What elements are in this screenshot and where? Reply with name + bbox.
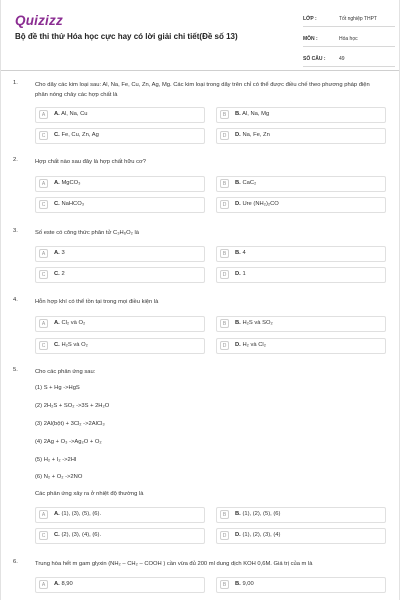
option-text: (1), (3), (5), (6). [61,511,102,517]
option-letter: D [220,341,229,350]
option-b[interactable] [216,507,386,523]
option-label: C. [54,132,60,138]
option-content [54,532,101,538]
option-label: C. [54,532,60,538]
option-letter: D [220,131,229,140]
header-divider [1,70,399,71]
option-letter: B [220,110,229,119]
option-content [54,201,84,207]
option-label: A. [54,180,60,186]
header [1,0,399,70]
reaction-5: (5) H₂ + I₂ ->2HI [35,457,77,463]
option-a[interactable] [35,107,205,123]
option-text: Ure (NH₂)₂CO [242,201,279,207]
option-label: A. [54,250,60,256]
option-label: B. [235,180,241,186]
option-label: A. [54,111,60,117]
option-letter: C [39,200,48,209]
reaction-1: (1) S + Hg ->HgS [35,385,80,391]
reaction-4: (4) 2Ag + O₃ ->Ag₂O + O₂ [35,439,102,445]
question-number: 4. [13,297,18,303]
meta-row-count [303,53,395,67]
option-a[interactable] [35,246,205,262]
question-text: Hỗn hợp khí có thể tồn tại trong mọi điều kiện là [35,299,159,305]
option-label: C. [54,271,60,277]
option-text: MgCO₃ [61,180,81,186]
option-c[interactable] [35,528,205,544]
question-number: 3. [13,228,18,234]
option-letter: A [39,319,48,328]
option-content [235,532,280,538]
option-text: 9,00 [242,581,254,587]
option-letter: C [39,341,48,350]
option-text: 3 [61,250,65,256]
option-d[interactable] [216,197,386,213]
quizizz-logo[interactable]: Quizizz [15,13,63,28]
option-label: B. [235,111,241,117]
option-content [54,180,81,186]
option-text: NaHCO₃ [61,201,85,207]
meta-row-class [303,13,395,27]
option-label: D. [235,132,241,138]
reaction-3: (3) 2Al(bột) + 3Cl₂ ->2AlCl₃ [35,421,105,427]
option-c[interactable] [35,197,205,213]
option-letter: A [39,110,48,119]
question-text: Cho các phản ứng sau: [35,369,96,375]
option-letter: D [220,200,229,209]
option-label: A. [54,581,60,587]
option-letter: D [220,270,229,279]
option-content [235,111,269,117]
question-6 [13,559,391,600]
option-c[interactable] [35,338,205,354]
option-content [54,271,65,277]
option-text: (2), (3), (4), (6). [61,532,102,538]
question-text: Cho dãy các kim loại sau: Al, Na, Fe, Cu, Zn, Ag, Mg. Các kim loại trong dãy trên chỉ có thể được điều chế theo phương pháp điện phân nóng chảy các hợp chất là [35,82,370,98]
option-label: D. [235,271,241,277]
option-d[interactable] [216,128,386,144]
option-letter: A [39,249,48,258]
question-number: 5. [13,367,18,373]
option-letter: C [39,270,48,279]
option-b[interactable] [216,577,386,593]
option-text: (1), (2), (3), (4) [242,532,281,538]
question-1 [13,80,391,144]
option-content [54,111,88,117]
option-letter: B [220,319,229,328]
option-content [54,132,99,138]
option-label: B. [235,581,241,587]
option-label: C. [54,342,60,348]
option-d[interactable] [216,528,386,544]
option-content [54,320,85,326]
question-2 [13,157,391,213]
reaction-2: (2) 2H₂S + SO₂ ->3S + 2H₂O [35,403,110,409]
option-content [54,511,101,517]
question-text: Số este có công thức phân tử C₃H₆O₂ là [35,230,139,236]
option-letter: B [220,580,229,589]
meta-value: 49 [339,56,345,62]
option-text: Al, Na, Cu [61,111,88,117]
option-d[interactable] [216,338,386,354]
option-content [54,250,65,256]
option-text: 8,90 [61,581,73,587]
meta-value: Tốt nghiệp THPT [339,16,377,22]
option-text: 2 [61,271,65,277]
question-text: Hợp chất nào sau đây là hợp chất hữu cơ? [35,159,146,165]
option-d[interactable] [216,267,386,283]
option-letter: D [220,531,229,540]
option-b[interactable] [216,316,386,332]
option-content [235,342,266,348]
option-letter: B [220,510,229,519]
option-label: B. [235,511,241,517]
meta-panel [303,13,395,73]
option-letter: C [39,131,48,140]
question-5 [13,367,391,545]
meta-label: MÔN : [303,36,318,42]
reaction-6: (6) N₂ + O₂ ->2NO [35,474,83,480]
option-letter: C [39,531,48,540]
option-label: B. [235,250,241,256]
option-content [235,511,280,517]
option-b[interactable] [216,176,386,192]
option-label: D. [235,342,241,348]
option-content [235,581,254,587]
option-content [235,201,279,207]
meta-label: LỚP : [303,16,317,22]
option-text: CaC₂ [242,180,257,186]
question-number: 1. [13,80,18,86]
option-a[interactable] [35,176,205,192]
meta-label: SỐ CÂU : [303,56,326,62]
option-label: A. [54,320,60,326]
meta-row-subject [303,33,395,47]
option-a[interactable] [35,507,205,523]
question-prompt: Các phản ứng xảy ra ở nhiệt độ thường là [35,491,144,497]
option-a[interactable] [35,316,205,332]
option-c[interactable] [35,267,205,283]
option-text: 4 [242,250,246,256]
question-number: 6. [13,559,18,565]
option-content [54,581,73,587]
option-content [235,180,256,186]
option-b[interactable] [216,107,386,123]
option-label: A. [54,511,60,517]
meta-value: Hóa học [339,36,358,42]
option-letter: B [220,179,229,188]
option-text: Fe, Cu, Zn, Ag [61,132,99,138]
option-text: Na, Fe, Zn [242,132,270,138]
question-number: 2. [13,157,18,163]
option-letter: B [220,249,229,258]
option-label: D. [235,532,241,538]
option-content [235,250,246,256]
option-label: D. [235,201,241,207]
option-text: 1 [242,271,246,277]
option-text: Cl₂ và O₂ [61,320,86,326]
option-a[interactable] [35,577,205,593]
option-text: (1), (2), (5), (6) [242,511,281,517]
option-letter: A [39,179,48,188]
option-b[interactable] [216,246,386,262]
option-text: H₂ và Cl₂ [242,342,266,348]
question-text: Trung hòa hết m gam glyxin (NH₂ – CH₂ – COOH ) cần vừa đủ 200 ml dung dịch KOH 0,6M. Giá trị của m là [35,561,313,567]
option-letter: A [39,510,48,519]
option-content [235,320,273,326]
question-3 [13,228,391,284]
page-title: Bộ đề thi thử Hóa học cực hay có lời giải chi tiết(Đề số 13) [15,32,238,41]
option-c[interactable] [35,128,205,144]
question-4 [13,297,391,355]
option-text: H₂S và O₂ [61,342,88,348]
option-content [235,271,246,277]
option-label: B. [235,320,241,326]
option-content [54,342,88,348]
option-text: H₂S và SO₂ [242,320,273,326]
option-text: Al, Na, Mg [242,111,270,117]
option-content [235,132,270,138]
option-letter: A [39,580,48,589]
option-label: C. [54,201,60,207]
